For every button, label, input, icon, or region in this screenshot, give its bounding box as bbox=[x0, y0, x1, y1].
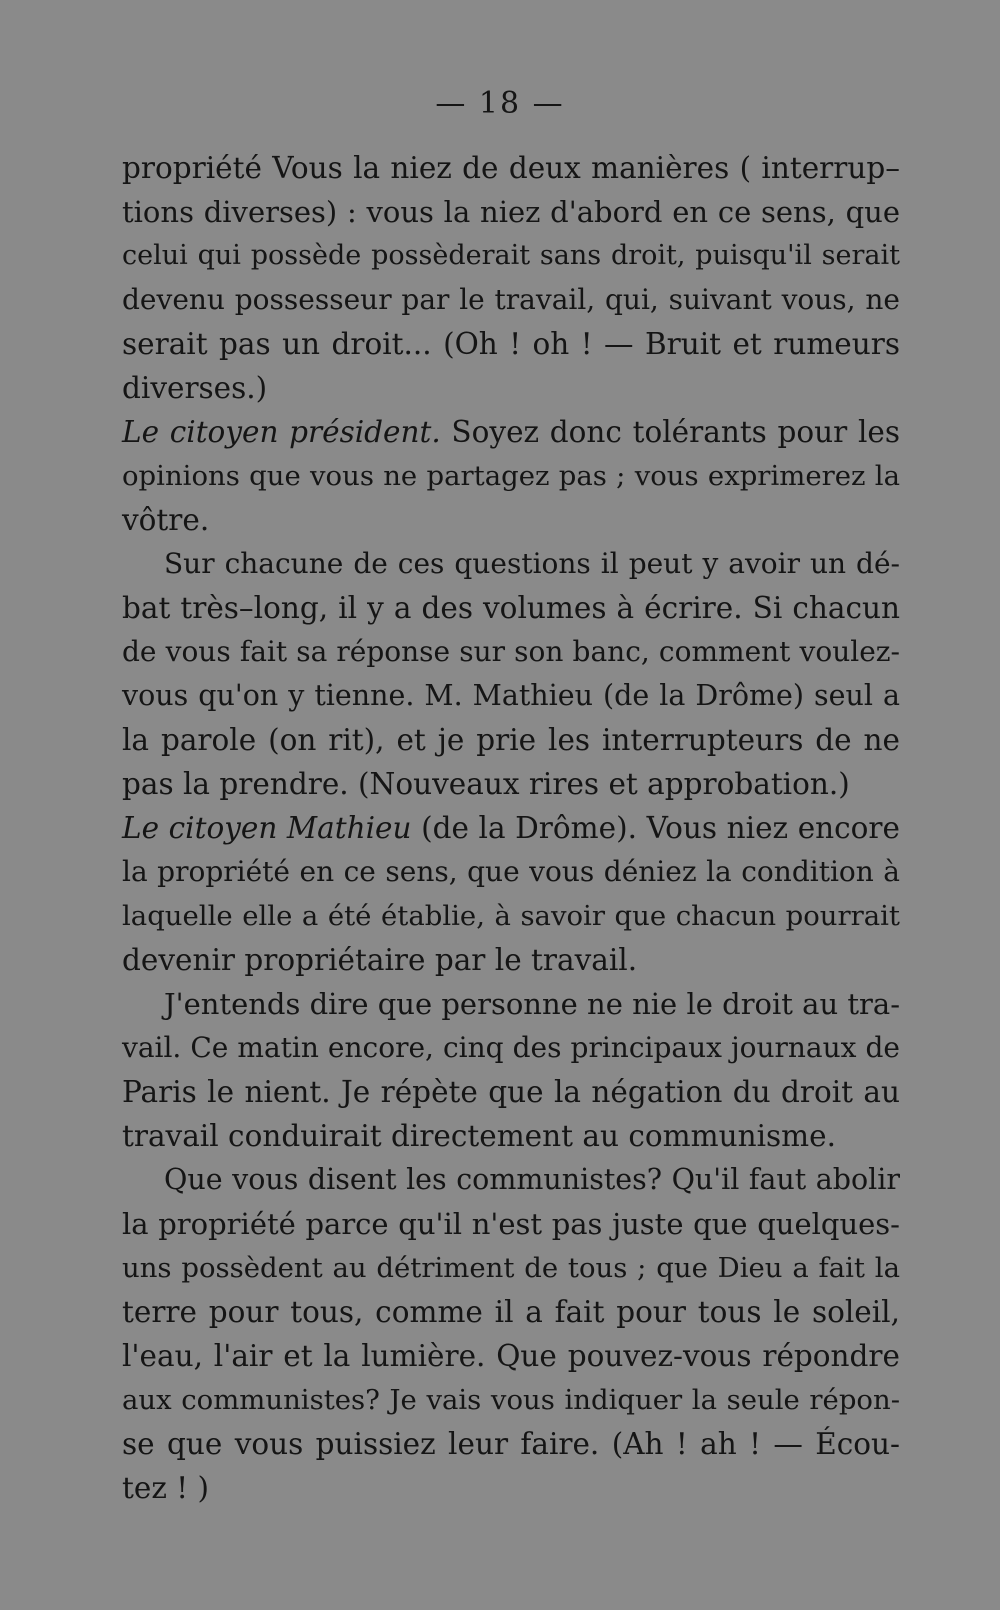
text-line: tez ! ) bbox=[122, 1471, 209, 1505]
text-line: aux communistes? Je vais vous indiquer la seule répon- bbox=[122, 1384, 900, 1416]
speaker-name: Le citoyen Mathieu bbox=[122, 811, 412, 845]
text-line: uns possèdent au détriment de tous ; que Dieu a fait la bbox=[122, 1252, 900, 1284]
speech-text: Soyez donc tolérants pour les bbox=[440, 415, 900, 449]
text-line: la propriété en ce sens, que vous déniez la condition à bbox=[122, 855, 900, 888]
speech-text: (de la Drôme). Vous niez encore bbox=[411, 811, 900, 845]
text-line: tions diverses) : vous la niez d'abord en ce sens, que bbox=[122, 195, 900, 229]
text-line: Sur chacune de ces questions il peut y avoir un dé- bbox=[164, 547, 900, 580]
text-line: la propriété parce qu'il n'est pas juste que quelques- bbox=[122, 1207, 900, 1241]
text-line: J'entends dire que personne ne nie le droit au tra- bbox=[164, 987, 900, 1021]
text-line: vôtre. bbox=[122, 503, 210, 537]
speaker-name: Le citoyen président. bbox=[122, 415, 441, 449]
text-line: pas la prendre. (Nouveaux rires et approbation.) bbox=[122, 767, 850, 801]
text-line: travail conduirait directement au communisme. bbox=[122, 1119, 836, 1153]
page-number: — 18 — bbox=[435, 86, 565, 121]
text-line: vail. Ce matin encore, cinq des principaux journaux de bbox=[122, 1031, 900, 1064]
text-line: la parole (on rit), et je prie les interrupteurs de ne bbox=[122, 723, 900, 757]
text-line: vous qu'on y tienne. M. Mathieu (de la Drôme) seul a bbox=[122, 679, 900, 712]
text-line: l'eau, l'air et la lumière. Que pouvez-vous répondre bbox=[122, 1339, 900, 1373]
text-line: devenir propriétaire par le travail. bbox=[122, 943, 638, 977]
text-line: bat très–long, il y a des volumes à écrire. Si chacun bbox=[122, 591, 900, 625]
text-line: serait pas un droit... (Oh ! oh ! — Bruit et rumeurs bbox=[122, 327, 900, 361]
body-text bbox=[122, 146, 900, 1510]
text-line: se que vous puissiez leur faire. (Ah ! ah ! — Écou- bbox=[122, 1427, 900, 1461]
text-line: diverses.) bbox=[122, 371, 268, 405]
text-line: terre pour tous, comme il a fait pour tous le soleil, bbox=[122, 1295, 900, 1329]
text-line: de vous fait sa réponse sur son banc, comment voulez- bbox=[122, 635, 900, 668]
text-line bbox=[122, 806, 900, 850]
text-line: celui qui possède possèderait sans droit, puisqu'il serait bbox=[122, 240, 900, 271]
text-line: Que vous disent les communistes? Qu'il faut abolir bbox=[164, 1163, 900, 1196]
text-line: laquelle elle a été établie, à savoir que chacun pourrait bbox=[122, 900, 900, 932]
text-line: Paris le nient. Je répète que la négation du droit au bbox=[122, 1075, 900, 1109]
text-line: devenu possesseur par le travail, qui, suivant vous, ne bbox=[122, 283, 900, 316]
text-line bbox=[122, 410, 900, 454]
text-line: opinions que vous ne partagez pas ; vous exprimerez la bbox=[122, 460, 900, 492]
text-line: propriété Vous la niez de deux manières ( interrup– bbox=[122, 151, 900, 185]
